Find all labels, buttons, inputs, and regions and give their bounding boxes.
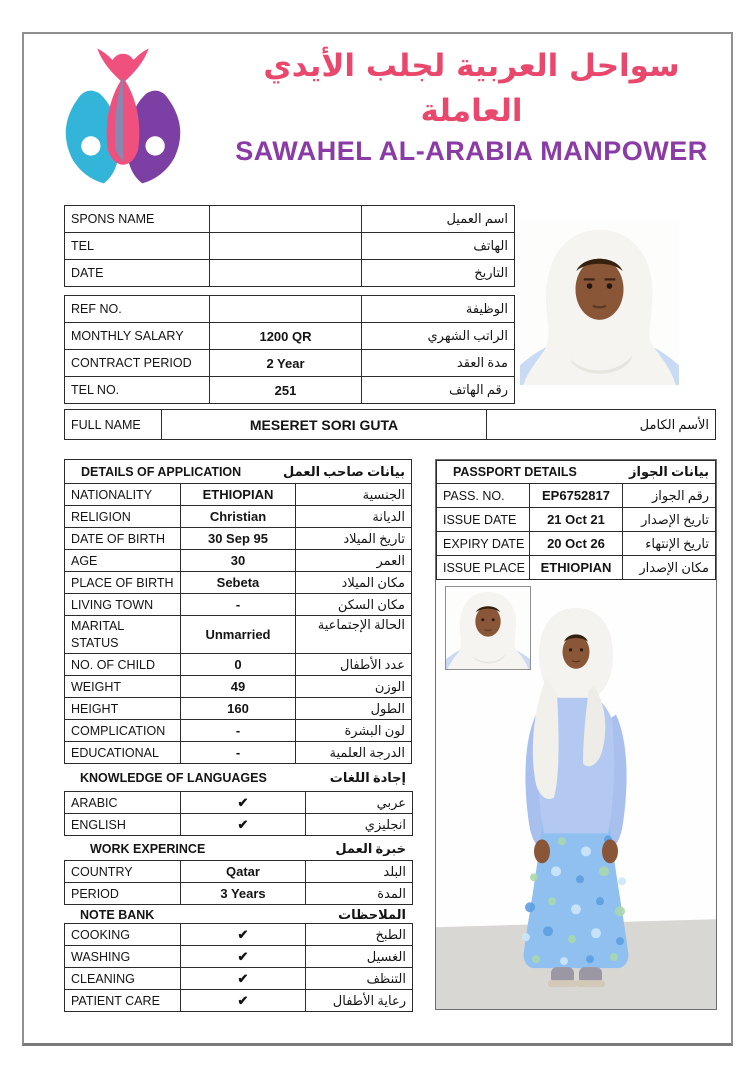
field-label: COMPLICATION — [65, 720, 181, 742]
field-label-arabic: الطول — [296, 698, 412, 720]
field-label-arabic: التاريخ — [362, 260, 515, 287]
field-label: NO. OF CHILD — [65, 654, 181, 676]
field-label-arabic: عربي — [306, 792, 413, 814]
table-row — [65, 296, 515, 323]
field-label-arabic: رقم الهاتف — [362, 377, 515, 404]
field-label-arabic: مكان الإصدار — [623, 556, 716, 580]
checkmark-icon: ✔ — [181, 814, 306, 836]
field-label-arabic: الراتب الشهري — [362, 323, 515, 350]
field-label: TEL NO. — [65, 377, 210, 404]
page-frame — [22, 32, 733, 1046]
checkmark-icon: ✔ — [181, 990, 306, 1012]
field-label: AGE — [65, 550, 181, 572]
table-row — [65, 260, 515, 287]
table-row — [65, 698, 412, 720]
table-row — [65, 206, 515, 233]
field-value: 160 — [180, 698, 296, 720]
field-label: WEIGHT — [65, 676, 181, 698]
applicant-full-body-photo — [436, 580, 716, 1009]
section-title-en: PASSPORT DETAILS — [453, 465, 577, 479]
field-value: 251 — [210, 377, 362, 404]
field-value: 30 — [180, 550, 296, 572]
field-label: MARITAL STATUS — [65, 616, 181, 654]
note-bank-table — [64, 923, 413, 1012]
table-row — [65, 528, 412, 550]
table-row — [65, 946, 413, 968]
section-title-ar: الملاحظات — [338, 907, 406, 922]
section-title-en: KNOWLEDGE OF LANGUAGES — [80, 771, 267, 785]
field-label: SPONS NAME — [65, 206, 210, 233]
field-label-arabic: البلد — [306, 861, 413, 883]
field-label: RELIGION — [65, 506, 181, 528]
field-label-arabic: رعاية الأطفال — [306, 990, 413, 1012]
table-row — [65, 742, 412, 764]
field-value: 49 — [180, 676, 296, 698]
field-label-arabic: الديانة — [296, 506, 412, 528]
table-row — [437, 484, 716, 508]
sponsor-table — [64, 205, 515, 287]
section-title-ar: بيانات الجواز — [629, 464, 709, 479]
field-label: DATE OF BIRTH — [65, 528, 181, 550]
table-row — [65, 654, 412, 676]
table-row — [65, 616, 412, 654]
field-label: DATE — [65, 260, 210, 287]
field-value: ETHIOPIAN — [530, 556, 623, 580]
field-label-arabic: تاريخ الإنتهاء — [623, 532, 716, 556]
field-value — [210, 206, 362, 233]
section-header-row — [65, 460, 412, 484]
sawahel-manpower-logo-icon — [48, 42, 198, 192]
field-label-arabic: تاريخ الإصدار — [623, 508, 716, 532]
field-label-arabic: لون البشرة — [296, 720, 412, 742]
field-label-arabic: تاريخ الميلاد — [296, 528, 412, 550]
applicant-passport-photo — [445, 586, 531, 670]
field-label-arabic: انجليزي — [306, 814, 413, 836]
field-value: ETHIOPIAN — [180, 484, 296, 506]
table-row — [65, 990, 413, 1012]
table-row — [65, 550, 412, 572]
table-row — [65, 484, 412, 506]
field-label: COUNTRY — [65, 861, 181, 883]
field-label-arabic: الوظيفة — [362, 296, 515, 323]
table-row — [65, 506, 412, 528]
passport-details-table — [436, 460, 716, 580]
field-label: HEIGHT — [65, 698, 181, 720]
table-row — [65, 814, 413, 836]
field-label: ARABIC — [65, 792, 181, 814]
field-value: 21 Oct 21 — [530, 508, 623, 532]
table-row — [65, 792, 413, 814]
field-value: 0 — [180, 654, 296, 676]
field-label-arabic: الغسيل — [306, 946, 413, 968]
checkmark-icon: ✔ — [181, 792, 306, 814]
table-row — [65, 410, 716, 440]
application-details-table — [64, 459, 412, 764]
table-row — [437, 556, 716, 580]
field-value: Christian — [180, 506, 296, 528]
field-label: PLACE OF BIRTH — [65, 572, 181, 594]
applicant-portrait-photo — [520, 220, 679, 385]
field-value: 3 Years — [181, 883, 306, 905]
field-value: 30 Sep 95 — [180, 528, 296, 550]
checkmark-icon: ✔ — [181, 968, 306, 990]
field-label-arabic: الحالة الإجتماعية — [296, 616, 412, 654]
section-title-en: DETAILS OF APPLICATION — [81, 464, 242, 479]
field-label: PERIOD — [65, 883, 181, 905]
section-title-ar: بيانات صاحب العمل — [283, 463, 405, 479]
field-label-arabic: اسم العميل — [362, 206, 515, 233]
job-offer-table — [64, 295, 515, 404]
checkmark-icon: ✔ — [181, 924, 306, 946]
passport-section — [435, 459, 717, 1010]
full-name-table — [64, 409, 716, 440]
field-label: PASS. NO. — [437, 484, 530, 508]
table-row — [65, 323, 515, 350]
field-label: COOKING — [65, 924, 181, 946]
field-label-arabic: التنظف — [306, 968, 413, 990]
section-header-row — [437, 461, 716, 484]
field-value: 20 Oct 26 — [530, 532, 623, 556]
table-row — [65, 924, 413, 946]
field-value: EP6752817 — [530, 484, 623, 508]
field-label-arabic: الطبخ — [306, 924, 413, 946]
section-title-ar: خبرة العمل — [335, 841, 406, 856]
field-label: ENGLISH — [65, 814, 181, 836]
field-label-arabic: رقم الجواز — [623, 484, 716, 508]
section-title-en: WORK EXPERINCE — [90, 842, 206, 856]
field-label: EXPIRY DATE — [437, 532, 530, 556]
field-label: CLEANING — [65, 968, 181, 990]
field-value: - — [180, 742, 296, 764]
field-label-arabic: الهاتف — [362, 233, 515, 260]
field-label-arabic: مكان السكن — [296, 594, 412, 616]
full-name-value: MESERET SORI GUTA — [162, 410, 487, 440]
field-label-arabic: الوزن — [296, 676, 412, 698]
agency-title-english: SAWAHEL AL-ARABIA MANPOWER — [235, 135, 708, 166]
field-label-arabic: الجنسية — [296, 484, 412, 506]
field-label-arabic: عدد الأطفال — [296, 654, 412, 676]
table-row — [65, 720, 412, 742]
field-label-arabic: المدة — [306, 883, 413, 905]
table-row — [65, 883, 413, 905]
field-label: ISSUE DATE — [437, 508, 530, 532]
languages-table — [64, 791, 413, 836]
field-label-arabic: مدة العقد — [362, 350, 515, 377]
languages-section-header — [64, 767, 412, 789]
field-label: ISSUE PLACE — [437, 556, 530, 580]
section-title-en: NOTE BANK — [80, 908, 155, 922]
field-label: EDUCATIONAL — [65, 742, 181, 764]
section-title-ar: إجادة اللغات — [329, 770, 406, 785]
field-value — [210, 260, 362, 287]
table-row — [65, 676, 412, 698]
field-value: - — [180, 594, 296, 616]
table-row — [65, 377, 515, 404]
field-label-arabic: الأسم الكامل — [487, 410, 716, 440]
field-value: - — [180, 720, 296, 742]
field-label: MONTHLY SALARY — [65, 323, 210, 350]
field-value — [210, 233, 362, 260]
agency-titles — [214, 44, 729, 167]
field-label-arabic: الدرجة العلمية — [296, 742, 412, 764]
field-label: NATIONALITY — [65, 484, 181, 506]
field-value: 2 Year — [210, 350, 362, 377]
field-label: FULL NAME — [65, 410, 162, 440]
field-value: 1200 QR — [210, 323, 362, 350]
table-row — [437, 508, 716, 532]
field-value: Unmarried — [180, 616, 296, 654]
field-label-arabic: العمر — [296, 550, 412, 572]
table-row — [65, 968, 413, 990]
field-label: LIVING TOWN — [65, 594, 181, 616]
work-experience-section-header — [64, 838, 412, 860]
field-label: PATIENT CARE — [65, 990, 181, 1012]
table-row — [65, 572, 412, 594]
table-row — [437, 532, 716, 556]
field-label: TEL — [65, 233, 210, 260]
field-label: WASHING — [65, 946, 181, 968]
table-row — [65, 350, 515, 377]
table-row — [65, 861, 413, 883]
checkmark-icon: ✔ — [181, 946, 306, 968]
work-experience-table — [64, 860, 413, 905]
table-row — [65, 594, 412, 616]
field-label: CONTRACT PERIOD — [65, 350, 210, 377]
field-value — [210, 296, 362, 323]
field-value: Sebeta — [180, 572, 296, 594]
field-label: REF NO. — [65, 296, 210, 323]
table-row — [65, 233, 515, 260]
field-value: Qatar — [181, 861, 306, 883]
agency-title-arabic: سواحل العربية لجلب الأيدي العاملة — [263, 48, 680, 129]
field-label-arabic: مكان الميلاد — [296, 572, 412, 594]
